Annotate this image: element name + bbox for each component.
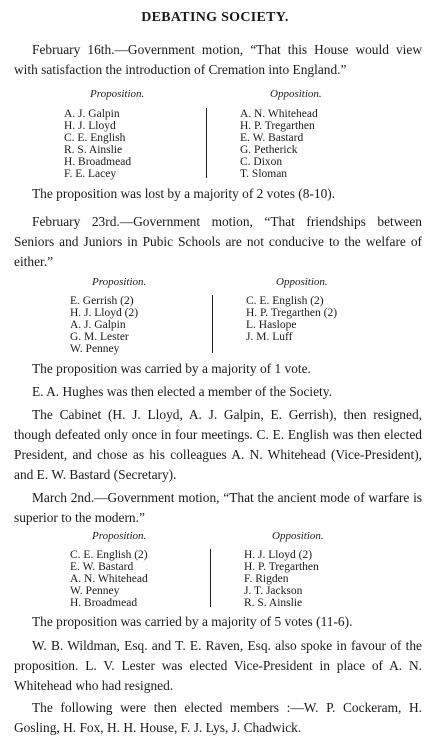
list-item: A. J. Galpin xyxy=(70,319,126,331)
motion-feb-23: February 23rd.—Government motion, “That friendships between Seniors and Juniors in Pubic Schools are not conducive to the welfare of either.” xyxy=(14,214,422,269)
list-item: W. Penney xyxy=(70,585,120,597)
page-title: DEBATING SOCIETY. xyxy=(141,10,289,25)
list-item: C. Dixon xyxy=(240,156,283,168)
opposition-heading-2: Opposition. xyxy=(276,276,328,288)
speakers-note: W. B. Wildman, Esq. and T. E. Raven, Esq. also spoke in favour of the proposition. L. V. Lester was elected Vice-President in place of A. N. Whitehead who had resigned. xyxy=(14,638,422,693)
list-item: E. W. Bastard xyxy=(240,132,304,144)
election-note: E. A. Hughes was then elected a member of the Society. xyxy=(32,384,332,399)
cabinet-note: The Cabinet (H. J. Lloyd, A. J. Galpin, E. Gerrish), then resigned, though defeated only once in four meetings. C. E. English was then elected President, and chose as his colleagues A. N. Whitehead (Vice-President), and E. W. Bastard (Secretary). xyxy=(14,407,422,482)
list-item: A. N. Whitehead xyxy=(70,573,148,585)
list-item: G. M. Lester xyxy=(70,331,129,343)
list-item: L. Haslope xyxy=(246,319,297,331)
list-item: H. P. Tregarthen xyxy=(244,561,319,573)
proposition-list-3 xyxy=(70,549,148,609)
list-item: C. E. English (2) xyxy=(70,549,148,561)
list-item: T. Sloman xyxy=(240,168,288,180)
proposition-heading-3: Proposition. xyxy=(92,530,147,542)
result-mar-2: The proposition was carried by a majority of 5 votes (11-6). xyxy=(32,614,353,629)
motion-mar-2: March 2nd.—Government motion, “That the ancient mode of warfare is superior to the modern.” xyxy=(14,490,422,525)
list-item: A. N. Whitehead xyxy=(240,108,318,120)
proposition-heading-1: Proposition. xyxy=(90,88,145,100)
list-item: G. Petherick xyxy=(240,144,298,156)
list-item: R. S. Ainslie xyxy=(244,597,303,609)
list-item: H. J. Lloyd (2) xyxy=(70,307,139,319)
opposition-heading-1: Opposition. xyxy=(270,88,322,100)
list-item: W. Penney xyxy=(70,343,120,355)
list-item: H. Broadmead xyxy=(64,156,132,168)
result-feb-23: The proposition was carried by a majority of 1 vote. xyxy=(32,361,311,376)
opposition-list-2 xyxy=(246,295,337,343)
list-item: J. T. Jackson xyxy=(244,585,303,597)
list-item: R. S. Ainslie xyxy=(64,144,123,156)
list-item: C. E. English xyxy=(64,132,126,144)
motion-feb-16: February 16th.—Government motion, “That this House would view with satisfaction the introduction of Cremation into England.” xyxy=(14,42,422,77)
list-item: A. J. Galpin xyxy=(64,108,120,120)
list-item: H. P. Tregarthen (2) xyxy=(246,307,338,319)
list-item: H. J. Lloyd xyxy=(64,120,116,132)
new-members-note: The following were then elected members :—W. P. Cockeram, H. Gosling, H. Fox, H. H. House, F. J. Lys, J. Chadwick. xyxy=(14,700,422,735)
proposition-list-1 xyxy=(64,108,131,180)
opposition-list-1 xyxy=(240,108,318,180)
list-item: F. Rigden xyxy=(244,573,289,585)
opposition-heading-3: Opposition. xyxy=(272,530,324,542)
list-item: C. E. English (2) xyxy=(246,295,324,307)
list-item: F. E. Lacey xyxy=(64,168,117,180)
list-item: H. J. Lloyd (2) xyxy=(244,549,313,561)
opposition-list-3 xyxy=(244,549,319,609)
list-item: J. M. Luff xyxy=(246,331,293,343)
list-item: H. Broadmead xyxy=(70,597,138,609)
proposition-list-2 xyxy=(70,295,138,355)
column-divider-1 xyxy=(206,108,207,178)
list-item: H. P. Tregarthen xyxy=(240,120,315,132)
list-item: E. W. Bastard xyxy=(70,561,134,573)
column-divider-3 xyxy=(210,549,211,607)
list-item: E. Gerrish (2) xyxy=(70,295,134,307)
proposition-heading-2: Proposition. xyxy=(92,276,147,288)
column-divider-2 xyxy=(212,295,213,353)
result-feb-16: The proposition was lost by a majority of 2 votes (8-10). xyxy=(32,186,336,201)
